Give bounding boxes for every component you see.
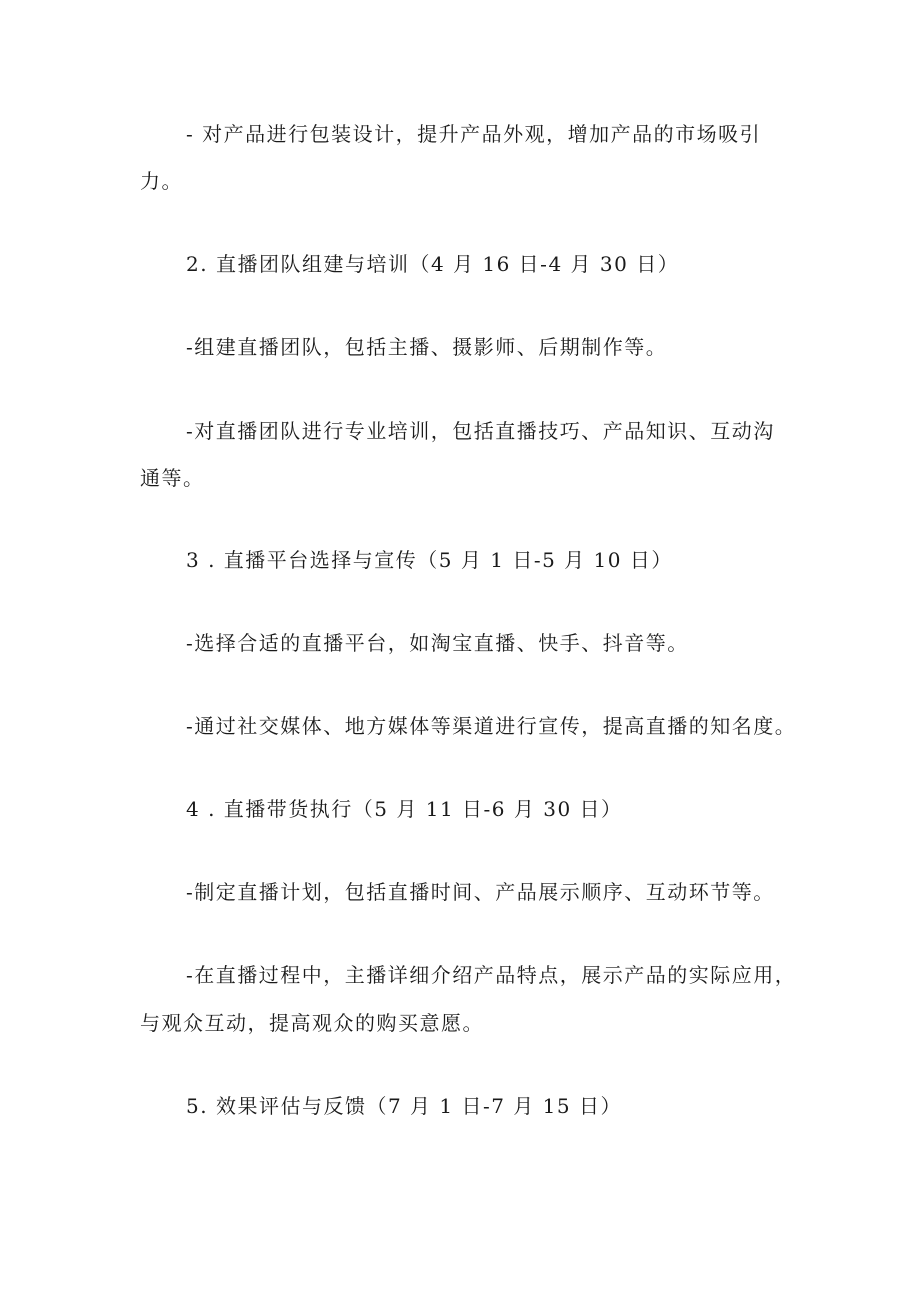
- section-heading-5: 5. 效果评估与反馈（7 月 1 日-7 月 15 日）: [186, 1094, 622, 1118]
- bullet-live-plan: -制定直播计划，包括直播时间、产品展示顺序、互动环节等。: [186, 880, 775, 904]
- bullet-choose-platform: -选择合适的直播平台，如淘宝直播、快手、抖音等。: [186, 631, 689, 655]
- bullet-packaging-line-1: - 对产品进行包装设计，提升产品外观，增加产品的市场吸引: [186, 122, 762, 146]
- bullet-train-team-line-1: -对直播团队进行专业培训，包括直播技巧、产品知识、互动沟: [186, 419, 775, 443]
- bullet-live-process-line-1: -在直播过程中，主播详细介绍产品特点，展示产品的实际应用，: [186, 963, 797, 987]
- bullet-train-team-line-2: 通等。: [140, 466, 205, 490]
- section-heading-4: 4 . 直播带货执行（5 月 11 日-6 月 30 日）: [186, 797, 623, 821]
- bullet-packaging-line-2: 力。: [140, 169, 183, 193]
- section-heading-3: 3 . 直播平台选择与宣传（5 月 1 日-5 月 10 日）: [186, 548, 673, 572]
- bullet-build-team: -组建直播团队，包括主播、摄影师、后期制作等。: [186, 335, 668, 359]
- bullet-live-process-line-2: 与观众互动，提高观众的购买意愿。: [140, 1011, 484, 1035]
- bullet-promotion: -通过社交媒体、地方媒体等渠道进行宣传，提高直播的知名度。: [186, 714, 797, 738]
- section-heading-2: 2. 直播团队组建与培训（4 月 16 日-4 月 30 日）: [186, 252, 680, 276]
